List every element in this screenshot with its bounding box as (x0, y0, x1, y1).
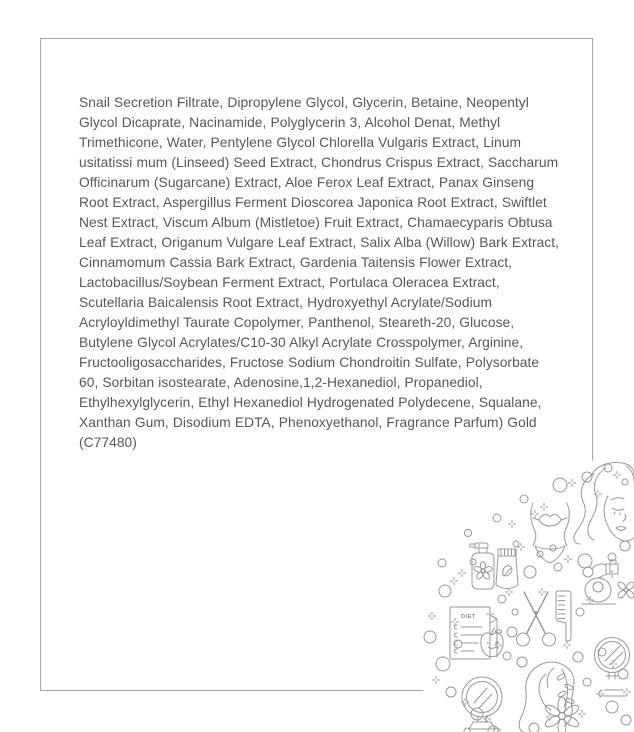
ingredients-text: Snail Secretion Filtrate, Dipropylene Glycol, Glycerin, Betaine, Neopentyl Glycol Dicaprate, Nacinamide, Polyglycerin 3, Alcohol Denat, Methyl Trimethicone, Water, Pentylene Glycol Chlorella Vulgaris Extract, Linum usitatissi mum (Linseed) Seed Extract, Chondrus Crispus Extract, Saccharum Officinarum (Sugarcane) Extract, Aloe Ferox Leaf Extract, Panax Ginseng Root Extract, Aspergillus Ferment Dioscorea Japonica Root Extract, Swiftlet Nest Extract, Viscum Album (Mistletoe) Fruit Extract, Chamaecyparis Obtusa Leaf Extract, Origanum Vulgare Leaf Extract, Salix Alba (Willow) Bark Extract, Cinnamomum Cassia Bark Extract, Gardenia Taitensis Flower Extract, Lactobacillus/Soybean Ferment Extract, Portulaca Oleracea Extract, Scutellaria Baicalensis Root Extract, Hydroxyethyl Acrylate/Sodium Acryloyldimethyl Taurate Copolymer, Panthenol, Steareth-20, Glucose, Butylene Glycol Acrylates/C10-30 Alkyl Acrylate Crosspolymer, Arginine, Fructooligosaccharides, Fructose Sodium Chondroitin Sulfate, Polysorbate 60, Sorbitan isostearate, Adenosine,1,2-Hexanediol, Propanediol, Ethylhexylglycerin, Ethyl Hexanediol Hydrogenated Polydecene, Squalane, Xanthan Gum, Disodium EDTA, Phenoxyethanol, Fragrance Parfum) Gold (C77480) (79, 94, 560, 450)
diet-label: DIET (461, 614, 476, 620)
beauty-icons-illustration (420, 455, 634, 732)
